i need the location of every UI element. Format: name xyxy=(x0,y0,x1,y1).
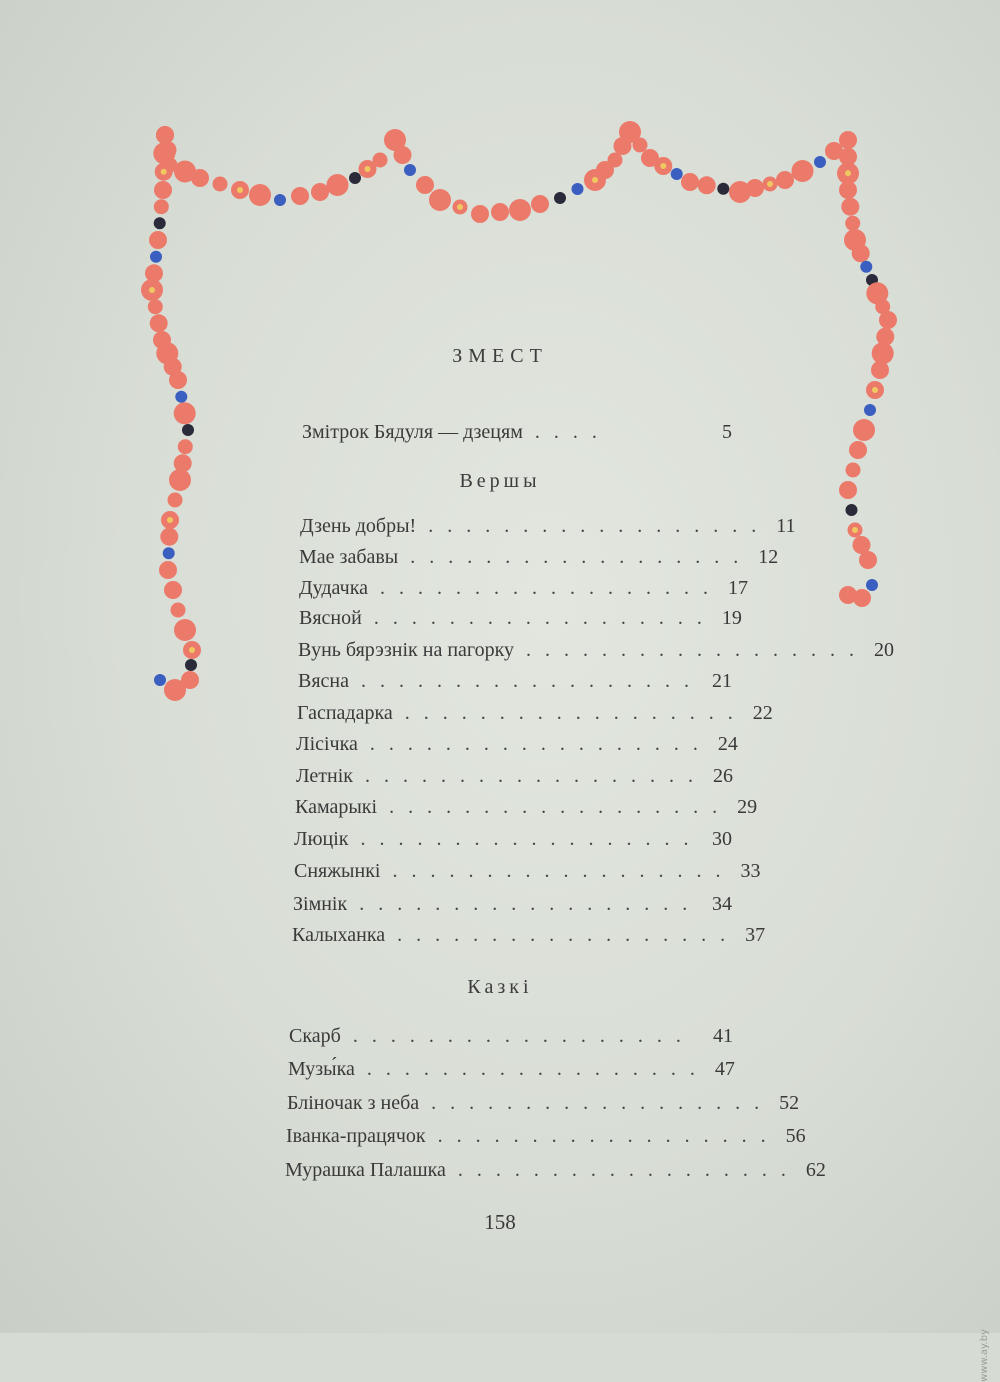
bead-highlight xyxy=(660,163,666,169)
bead xyxy=(792,160,814,182)
bead xyxy=(175,391,187,403)
toc-entry[interactable] xyxy=(300,512,796,540)
bead-highlight xyxy=(592,177,598,183)
leader-dots: .... xyxy=(534,421,611,443)
entry-title: Камарыкі xyxy=(295,796,378,818)
bead xyxy=(839,586,857,604)
leader-dots: .................. xyxy=(437,1125,780,1147)
bead xyxy=(864,404,876,416)
toc-entry[interactable] xyxy=(298,667,732,695)
bead xyxy=(150,251,162,263)
entry-title: Вунь бярэзнік на пагорку xyxy=(298,639,515,661)
bead-highlight xyxy=(457,204,463,210)
entry-title: Лісічка xyxy=(296,733,358,755)
toc-entry[interactable] xyxy=(298,636,895,664)
bead xyxy=(531,195,549,213)
entry-page: 29 xyxy=(737,796,758,818)
bead xyxy=(572,183,584,195)
bead xyxy=(814,156,826,168)
entry-page: 5 xyxy=(722,421,732,443)
leader-dots: .................. xyxy=(389,796,732,818)
bead-highlight xyxy=(237,187,243,193)
leader-dots: .................. xyxy=(373,607,716,629)
bead-highlight xyxy=(852,527,858,533)
bead xyxy=(859,551,877,569)
entry-page: 17 xyxy=(727,577,748,599)
bead xyxy=(164,679,186,701)
bead xyxy=(776,171,794,189)
bead xyxy=(404,164,416,176)
leader-dots: .................. xyxy=(365,765,708,787)
bead xyxy=(169,469,191,491)
leader-dots: .................. xyxy=(526,639,869,661)
leader-dots: .................. xyxy=(360,828,703,850)
bead xyxy=(416,176,434,194)
bead xyxy=(150,314,168,332)
bead xyxy=(160,528,178,546)
entry-title: Гаспадарка xyxy=(297,702,393,724)
entry-title: Зімнік xyxy=(293,893,348,915)
bead xyxy=(839,181,857,199)
entry-page: 11 xyxy=(776,515,796,537)
entry-page: 52 xyxy=(779,1092,800,1114)
bead-highlight xyxy=(767,181,773,187)
bead xyxy=(174,619,196,641)
bead xyxy=(879,311,897,329)
toc-entry[interactable] xyxy=(296,762,732,790)
entry-title: Вясна xyxy=(298,670,349,692)
bead xyxy=(168,493,183,508)
entry-page: 33 xyxy=(740,860,761,882)
entry-title: Дзень добры! xyxy=(300,515,417,537)
bead xyxy=(171,603,186,618)
bead xyxy=(174,402,196,424)
leader-dots: .................. xyxy=(410,546,753,568)
bead xyxy=(846,504,858,516)
entry-title: Люцік xyxy=(294,828,349,850)
toc-entry[interactable] xyxy=(299,604,742,632)
bead xyxy=(681,173,699,191)
bead-highlight xyxy=(365,166,371,172)
bead xyxy=(853,419,875,441)
toc-entry[interactable] xyxy=(289,1022,733,1050)
toc-entry[interactable] xyxy=(299,543,779,571)
entry-page: 21 xyxy=(712,670,732,692)
entry-page: 24 xyxy=(717,733,738,755)
bead xyxy=(866,579,878,591)
bead xyxy=(178,439,193,454)
bead xyxy=(608,153,623,168)
bead xyxy=(852,244,870,262)
bead-highlight xyxy=(189,647,195,653)
bead xyxy=(182,424,194,436)
entry-page: 19 xyxy=(721,607,742,629)
section-title-poems: Вершы xyxy=(459,470,541,492)
bead xyxy=(698,176,716,194)
leader-dots: .................. xyxy=(359,893,702,915)
entry-title: Іванка-працячок xyxy=(286,1125,426,1147)
entry-page: 30 xyxy=(712,828,732,850)
bead-highlight xyxy=(872,387,878,393)
bead-highlight xyxy=(167,517,173,523)
toc-entry[interactable] xyxy=(286,1122,806,1150)
entry-title: Дудачка xyxy=(299,577,368,599)
bead xyxy=(191,169,209,187)
entry-page: 20 xyxy=(874,639,895,661)
bead xyxy=(871,361,889,379)
bead xyxy=(148,299,163,314)
bead xyxy=(163,547,175,559)
leader-dots: .................. xyxy=(379,577,722,599)
bead-highlight xyxy=(149,287,155,293)
bead xyxy=(633,138,648,153)
bead-highlight xyxy=(845,170,851,176)
bead-highlight xyxy=(161,169,167,175)
leader-dots: .................. xyxy=(428,515,771,537)
bead xyxy=(509,199,531,221)
bead xyxy=(327,174,349,196)
entry-page: 34 xyxy=(712,893,732,915)
bead xyxy=(872,342,894,364)
entry-title: Змітрок Бядуля — дзецям xyxy=(302,421,523,443)
bead xyxy=(746,179,764,197)
leader-dots: .................. xyxy=(404,702,747,724)
entry-page: 37 xyxy=(745,924,766,946)
bead xyxy=(846,463,861,478)
bead xyxy=(164,581,182,599)
entry-page: 26 xyxy=(713,765,734,787)
bead xyxy=(153,142,175,164)
entry-title: Мурашка Палашка xyxy=(285,1159,446,1181)
toc-entry[interactable] xyxy=(288,1055,734,1083)
leader-dots: .................. xyxy=(361,670,703,692)
toc-entry[interactable] xyxy=(299,574,748,602)
entry-page: 12 xyxy=(758,546,779,568)
bead xyxy=(394,146,412,164)
entry-title: Музы́ка xyxy=(288,1058,355,1080)
bead xyxy=(291,187,309,205)
entry-page: 41 xyxy=(713,1025,733,1047)
bead xyxy=(471,205,489,223)
entry-title: Сняжынкі xyxy=(294,860,381,882)
bead xyxy=(213,177,228,192)
bead xyxy=(311,183,329,201)
leader-dots: .................. xyxy=(369,733,712,755)
toc-entry[interactable] xyxy=(297,699,773,727)
toc-entry[interactable] xyxy=(287,1089,800,1117)
leader-dots: .................. xyxy=(352,1025,695,1047)
bead xyxy=(274,194,286,206)
entry-page: 56 xyxy=(785,1125,806,1147)
toc-entry[interactable] xyxy=(296,730,738,758)
bead xyxy=(373,153,388,168)
bead xyxy=(554,192,566,204)
entry-page: 47 xyxy=(714,1058,735,1080)
entry-title: Калыханка xyxy=(292,924,386,946)
bead xyxy=(185,659,197,671)
bead xyxy=(154,674,166,686)
bead xyxy=(169,371,187,389)
bead xyxy=(429,189,451,211)
leader-dots: .................. xyxy=(366,1058,709,1080)
leader-dots: .................. xyxy=(457,1159,800,1181)
toc-entry[interactable] xyxy=(294,857,761,885)
entry-title: Бліночак з неба xyxy=(287,1092,420,1114)
toc-entry[interactable] xyxy=(293,890,732,918)
leader-dots: .................. xyxy=(397,924,740,946)
bead xyxy=(717,183,729,195)
bead xyxy=(849,441,867,459)
section-title-tales: Казкі xyxy=(467,976,533,998)
bead xyxy=(349,172,361,184)
leader-dots: .................. xyxy=(392,860,735,882)
bead xyxy=(154,199,169,214)
bead xyxy=(154,217,166,229)
toc-entry[interactable] xyxy=(285,1156,826,1184)
toc-entry[interactable] xyxy=(294,825,732,853)
entry-title: Скарб xyxy=(289,1025,341,1047)
toc-entry-intro[interactable] xyxy=(302,418,732,446)
bead xyxy=(249,184,271,206)
bead xyxy=(845,216,860,231)
toc-entry[interactable] xyxy=(295,793,758,821)
bead xyxy=(671,168,683,180)
leader-dots: .................. xyxy=(431,1092,774,1114)
entry-title: Вясной xyxy=(299,607,362,629)
entry-title: Мае забавы xyxy=(299,546,399,568)
bead xyxy=(860,261,872,273)
entry-title: Летнік xyxy=(296,765,354,787)
bead xyxy=(159,561,177,579)
bead xyxy=(841,198,859,216)
entry-page: 22 xyxy=(752,702,773,724)
bead xyxy=(156,126,174,144)
toc-entry[interactable] xyxy=(292,921,766,949)
bead xyxy=(154,181,172,199)
page-number: 158 xyxy=(484,1210,516,1234)
bead xyxy=(491,203,509,221)
entry-page: 62 xyxy=(805,1159,826,1181)
watermark: www.ay.by xyxy=(979,1329,990,1382)
bead xyxy=(149,231,167,249)
bead xyxy=(839,481,857,499)
toc-heading: ЗМЕСТ xyxy=(452,345,548,367)
bead xyxy=(839,131,857,149)
